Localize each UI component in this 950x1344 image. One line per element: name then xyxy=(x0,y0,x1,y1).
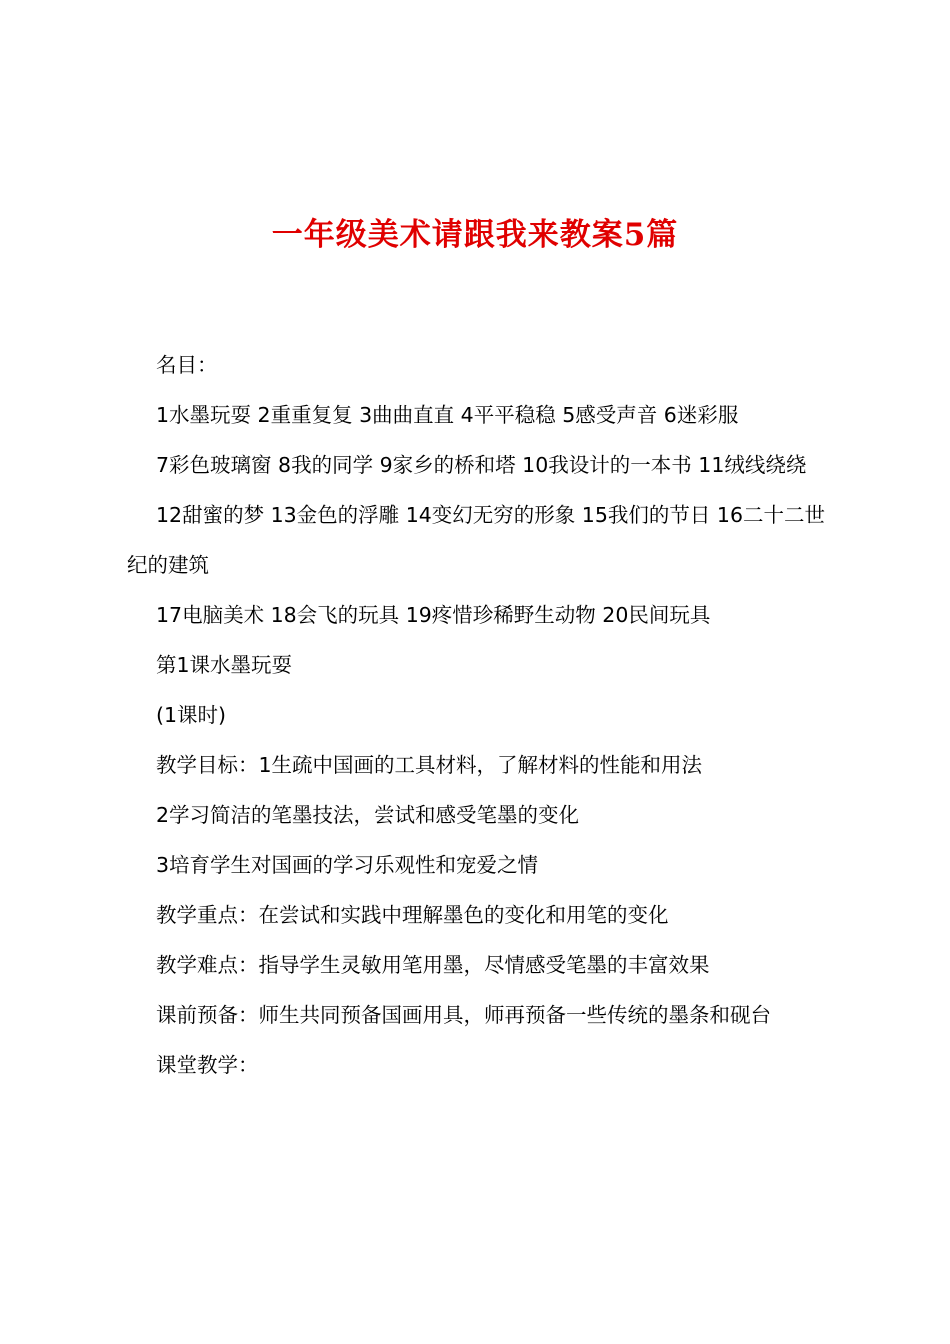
paragraph-lesson-hours: (1课时) xyxy=(156,703,227,727)
paragraph-teaching-difficulty: 教学难点：指导学生灵敏用笔用墨，尽情感受笔墨的丰富效果 xyxy=(156,953,710,977)
paragraph-contents-line-4: 17电脑美术 18会飞的玩具 19疼惜珍稀野生动物 20民间玩具 xyxy=(156,603,711,627)
paragraph-teaching-goal-1: 教学目标：1生疏中国画的工具材料，了解材料的性能和用法 xyxy=(156,753,703,777)
paragraph-contents-heading: 名目： xyxy=(156,353,218,377)
paragraph-preparation: 课前预备：师生共同预备国画用具，师再预备一些传统的墨条和砚台 xyxy=(156,1003,771,1027)
paragraph-teaching-goal-3: 3培育学生对国画的学习乐观性和宠爱之情 xyxy=(156,853,539,877)
paragraph-class-teaching: 课堂教学： xyxy=(156,1053,259,1077)
paragraph-teaching-focus: 教学重点：在尝试和实践中理解墨色的变化和用笔的变化 xyxy=(156,903,669,927)
document-body xyxy=(127,340,837,1090)
document-title: 一年级美术请跟我来教案5篇 xyxy=(271,217,679,253)
paragraph-contents-line-2: 7彩色玻璃窗 8我的同学 9家乡的桥和塔 10我设计的一本书 11绒线绕绕 xyxy=(156,453,807,477)
paragraph-lesson-title: 第1课水墨玩耍 xyxy=(156,653,293,677)
paragraph-teaching-goal-2: 2学习简洁的笔墨技法，尝试和感受笔墨的变化 xyxy=(156,803,580,827)
paragraph-contents-line-3: 12甜蜜的梦 13金色的浮雕 14变幻无穷的形象 15我们的节日 16二十二世纪的建筑 xyxy=(127,503,825,577)
paragraph-contents-line-1: 1水墨玩耍 2重重复复 3曲曲直直 4平平稳稳 5感受声音 6迷彩服 xyxy=(156,403,739,427)
